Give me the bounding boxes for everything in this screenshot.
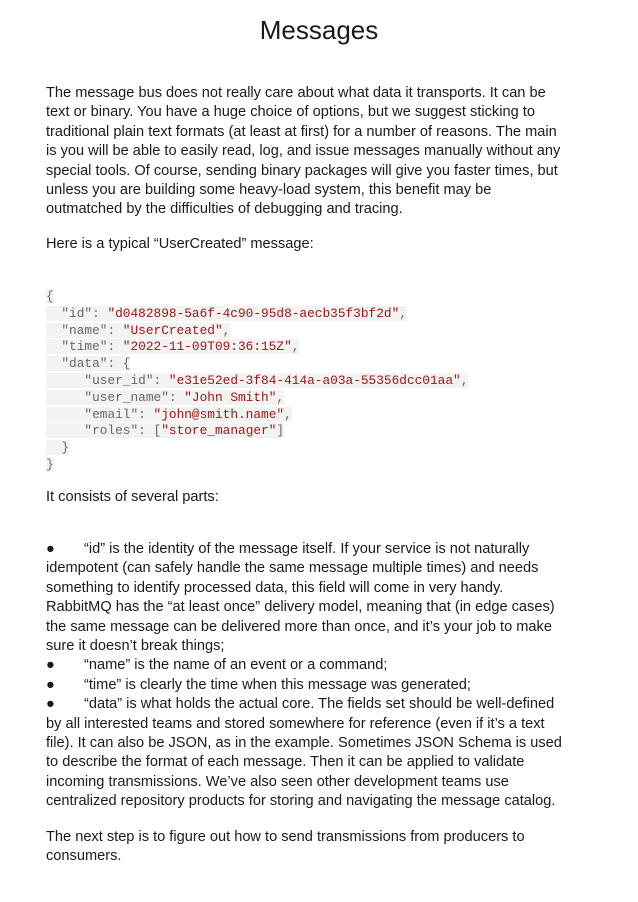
page-title: Messages: [259, 15, 379, 45]
list-item: ● “id” is the identity of the message itself. If your service is not naturally idempotent (can safely handle the same message multiple times) and needs something to identify processed data, this field will come in very handy. RabbitMQ has the “at least once” delivery model, meaning that (in edge cases) the same message can be delivered more than once, and it’s your job to make sure it doesn’t break things;: [46, 541, 555, 655]
list-item: ● “data” is what holds the actual core. The fields set should be well-defined by all interested teams and stored somewhere for reference (even if it’s a text file). It can also be JSON, as in the example. Sometimes JSON Schema is used to describe the format of each message. Then it can be applied to validate incoming transmissions. We’ve also seen other development teams use centralized repository products for storing and navigating the message catalog.: [46, 696, 562, 810]
bullet-icon: ●: [46, 657, 55, 674]
list-item: ● “time” is clearly the time when this message was generated;: [46, 676, 566, 695]
code-line: }: [46, 456, 54, 472]
code-line: "email": "john@smith.name",: [46, 407, 468, 424]
intro-paragraph: The message bus does not really care about what data it transports. It can be text or binary. You have a huge choice of options, but we suggest sticking to traditional plain text formats (at least at first) for a number of reasons. The main is you will be able to easily read, log, and issue messages manually without any special tools. Of course, sending binary packages will give you faster times, but unless you are building some heavy-load system, this benefit may be outmatched by the difficulties of debugging and tracing.: [46, 85, 561, 218]
code-line: "user_id": "e31e52ed-3f84-414a-a03a-55356dcc01aa",: [46, 373, 468, 390]
code-block: [46, 289, 468, 474]
bullet-icon: ●: [46, 541, 55, 557]
code-line: "roles": ["store_manager"]: [46, 423, 468, 440]
bullet-icon: ●: [46, 676, 55, 693]
code-line: "data": {: [46, 356, 468, 373]
consists-paragraph: It consists of several parts:: [46, 489, 219, 505]
typical-message-paragraph: Here is a typical “UserCreated” message:: [46, 236, 314, 252]
list-item: ● “name” is the name of an event or a command;: [46, 656, 566, 675]
next-step-paragraph: The next step is to figure out how to send transmissions from producers to consumers.: [46, 829, 525, 865]
code-line: {: [46, 289, 54, 304]
bullet-icon: ●: [46, 696, 55, 713]
code-line: }: [46, 440, 468, 457]
code-line: "id": "d0482898-5a6f-4c90-95d8-aecb35f3bf2d",: [46, 306, 468, 323]
parts-list: [46, 540, 566, 812]
code-line: "time": "2022-11-09T09:36:15Z",: [46, 339, 468, 356]
code-line: "user_name": "John Smith",: [46, 390, 468, 407]
code-line: "name": "UserCreated",: [46, 323, 468, 340]
